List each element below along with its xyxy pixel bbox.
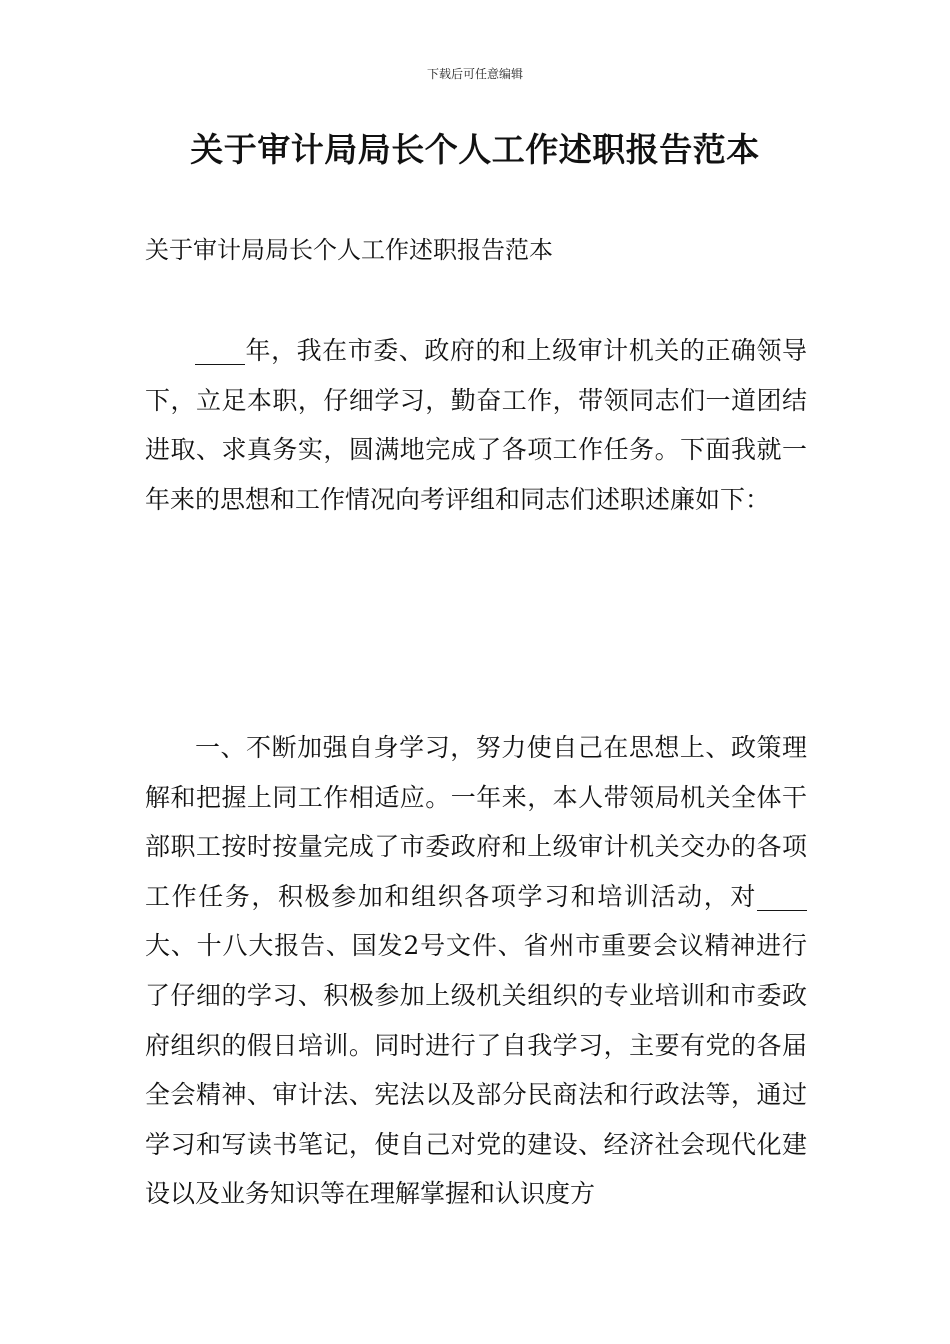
paragraph-section-one: 一、不断加强自身学习，努力使自己在思想上、政策理解和把握上同工作相适应。一年来，本人带领局机关全体干部职工按时按量完成了市委政府和上级审计机关交办的各项工作任务，积极参加和组织各项学习和培训活动，对____大、十八大报告、国发2号文件、省州市重要会议精神进行了仔细的学习、积极参加上级机关组织的专业培训和市委政府组织的假日培训。同时进行了自我学习，主要有党的各届全会精神、审计法、宪法以及部分民商法和行政法等，通过学习和写读书笔记，使自己对党的建设、经济社会现代化建设以及业务知识等在理解掌握和认识度方: [145, 733, 807, 1209]
document-title: 关于审计局局长个人工作述职报告范本: [190, 130, 760, 169]
document-subtitle: 关于审计局局长个人工作述职报告范本: [145, 236, 553, 264]
header-note: 下载后可任意编辑: [426, 67, 523, 81]
paragraph-intro: ____年，我在市委、政府的和上级审计机关的正确领导下，立足本职，仔细学习，勤奋工作，带领同志们一道团结进取、求真务实，圆满地完成了各项工作任务。下面我就一年来的思想和工作情况向考评组和同志们述职述廉如下：: [145, 336, 807, 514]
